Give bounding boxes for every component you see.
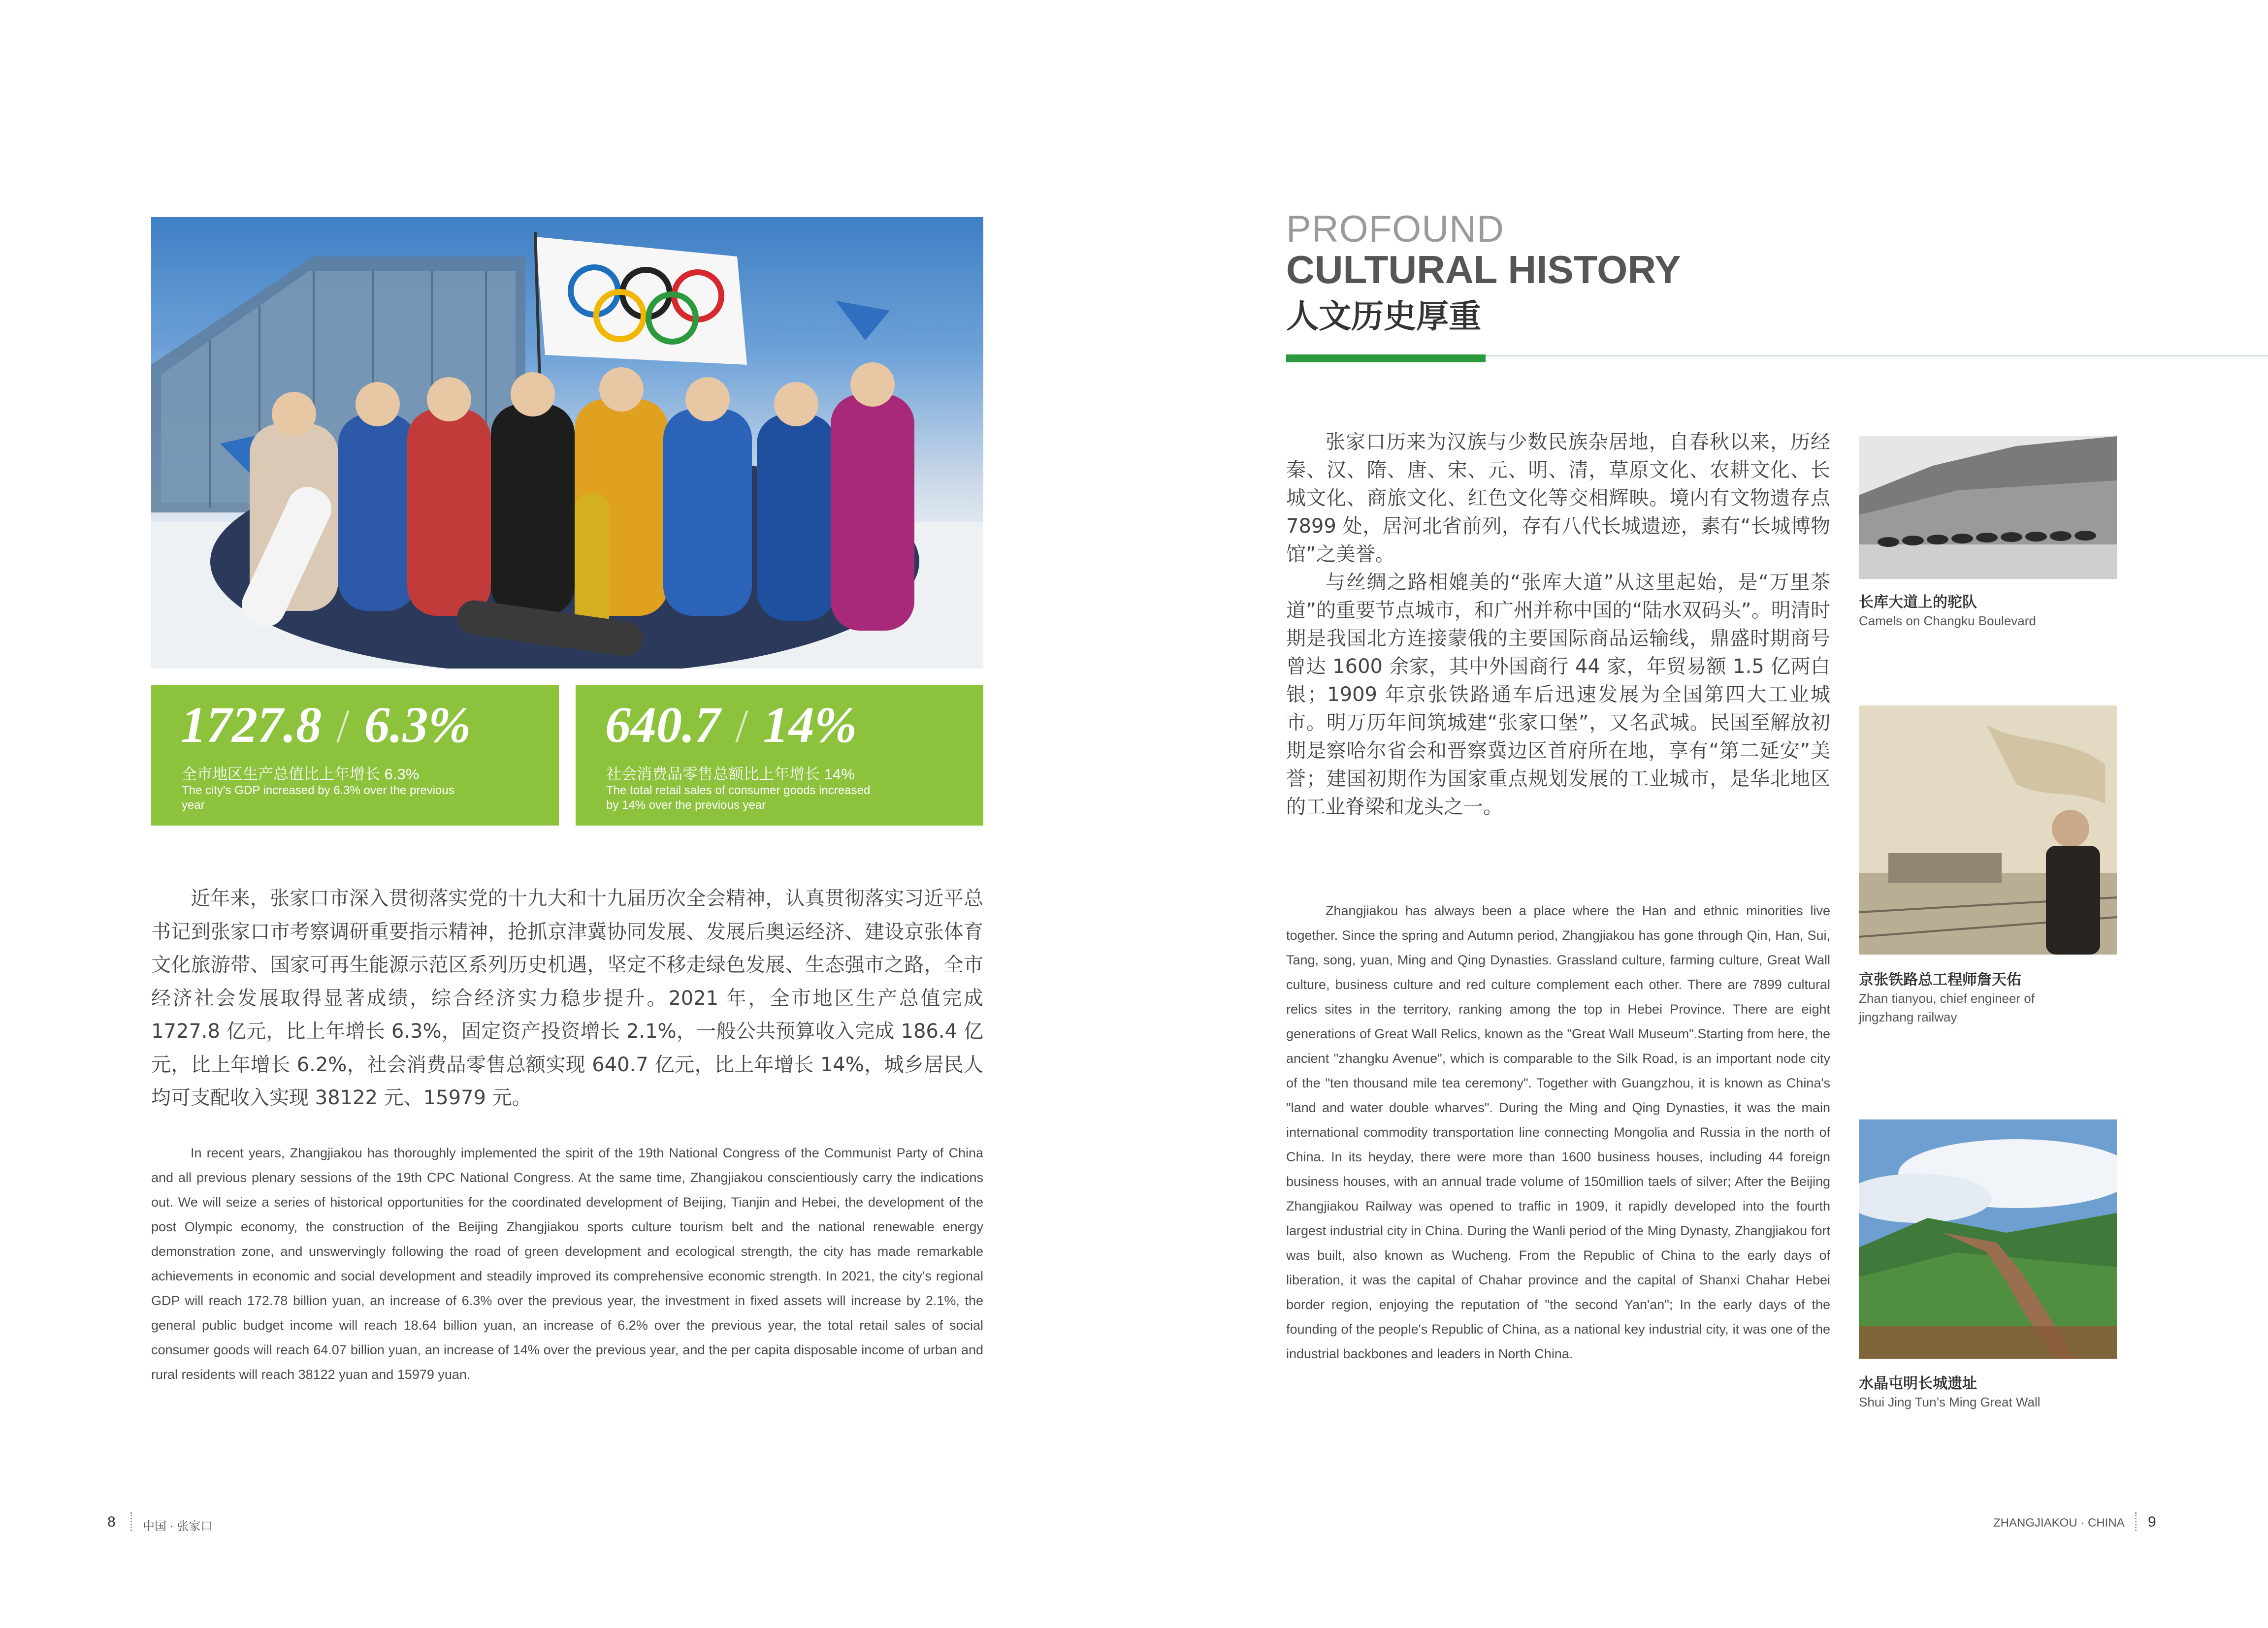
gdp-label-en: The city's GDP increased by 6.3% over the previous year xyxy=(182,784,454,812)
footer-left: 中国 · 张家口 xyxy=(143,1520,213,1533)
gdp-stat-figures xyxy=(181,697,471,753)
history-paragraph-cn-2: 与丝绸之路相媲美的“张库大道”从这里起始，是“万里茶道”的重要节点城市，和广州并称中国的“陆水双码头”。明清时期是我国北方连接蒙俄的主要国际商品运输线，鼎盛时期商号曾达 1600 余家，其中外国商行 44 家，年贸易额 1.5 亿两白银；1909 年京张铁路通车后迅速发展为全国第四大工业城市。明万历年间筑城建“张家口堡”，又名武城。民国至解放初期是察哈尔省会和晋察冀边区首府所在地，享有“第二延安”美誉；建国初期作为国家重点规划发展的工业城市，是华北地区的工业脊梁和龙头之一。 xyxy=(1286,571,1830,818)
caption-wall-en: Shui Jing Tun’s Ming Great Wall xyxy=(1859,1395,2041,1409)
gdp-value: 1727.8 xyxy=(181,697,322,753)
gdp-label-cn: 全市地区生产总值比上年增长 6.3% xyxy=(182,766,420,783)
page-number-right: 9 xyxy=(2148,1514,2156,1530)
history-body-en xyxy=(1286,898,1830,1366)
great-wall-photo xyxy=(1859,1119,2117,1359)
economy-body-en xyxy=(151,1141,983,1387)
retail-stat-box xyxy=(576,685,983,826)
retail-label-cn: 社会消费品零售总额比上年增长 14% xyxy=(606,766,855,783)
retail-value: 640.7 xyxy=(605,697,720,753)
history-paragraph-cn-1: 张家口历来为汉族与少数民族杂居地，自春秋以来，历经秦、汉、隋、唐、宋、元、明、清，草原文化、农耕文化、长城文化、商旅文化、红色文化等交相辉映。境内有文物遗存点 7899 处，居河北省前列，存有八代长城遗迹，素有“长城博物馆”之美誉。 xyxy=(1286,431,1830,566)
footer-divider-left xyxy=(130,1512,132,1531)
economy-paragraph-cn: 近年来，张家口市深入贯彻落实党的十九大和十九届历次全会精神，认真贯彻落实习近平总书记到张家口市考察调研重要指示精神，抢抓京津冀协同发展、发展后奥运经济、建设京张体育文化旅游带、国家可再生能源示范区系列历史机遇，坚定不移走绿色发展、生态强市之路，全市经济社会发展取得显著成绩，综合经济实力稳步提升。2021 年，全市地区生产总值完成 1727.8 亿元，比上年增长 6.3%，固定资产投资增长 2.1%，一般公共预算收入完成 186.4 亿元，比上年增长 6.2%，社会消费品零售总额实现 640.7 亿元，比上年增长 14%，城乡居民人均可支配收入实现 38122 元、15979 元。 xyxy=(151,887,983,1109)
footer-divider-right xyxy=(2135,1512,2137,1531)
history-body-cn xyxy=(1286,428,1830,821)
caption-wall-cn: 水晶屯明长城遗址 xyxy=(1859,1375,1977,1392)
stat-divider: / xyxy=(735,700,748,752)
retail-growth: 14% xyxy=(763,697,857,753)
stat-divider: / xyxy=(336,700,350,752)
caption-zhan-en: Zhan tianyou, chief engineer of jingzhang railway xyxy=(1859,991,2035,1024)
section-title-line1: PROFOUND xyxy=(1286,208,1504,250)
zhan-tianyou-photo xyxy=(1859,705,2117,955)
retail-label-en: The total retail sales of consumer goods increased by 14% over the previous year xyxy=(606,784,871,812)
gdp-growth: 6.3% xyxy=(364,697,471,753)
caption-camels-cn: 长库大道上的驼队 xyxy=(1859,594,1977,611)
section-title-line2: CULTURAL HISTORY xyxy=(1286,248,1681,291)
history-paragraph-en: Zhangjiakou has always been a place where the Han and ethnic minorities live together. Since the spring and Autumn period, Zhangjiakou has gone through Qin, Han, Sui, Tang, song, yuan, Ming and Qing Dynasties. Grassland culture, farming culture, Great Wall culture, business culture and red culture complement each other. There are 7899 cultural relics sites in the territory, ranking among the top in Hebei Province. There are eight generations of Great Wall Relics, known as the "Great Wall Museum".Starting from here, the ancient "zhangku Avenue", which is comparable to the Silk Road, is an important node city of the "ten thousand mile tea ceremony". Together with Guangzhou, it is known as China's "land and water double wharves". During the Ming and Qing Dynasties, it was the main international commodity transportation line connecting Mongolia and Russia in the north of China. In its heyday, there were more than 1600 business houses, including 44 foreign business houses, with an annual trade volume of 150million taels of silver; After the Beijing Zhangjiakou Railway was opened to traffic in 1909, it rapidly developed into the fourth largest industrial city in China. During the Wanli period of the Ming Dynasty, Zhangjiakou fort was built, also known as Wucheng. From the Republic of China to the early days of liberation, it was the capital of Chahar province and the capital of Shanxi Chahar Hebei border region, enjoying the reputation of "the second Yan'an"; In the early days of the founding of the people's Republic of China, as a national key industrial city, it was one of the industrial backbones and leaders in North China. xyxy=(1286,903,1830,1361)
page-number-left: 8 xyxy=(107,1514,116,1530)
gdp-stat-box xyxy=(151,685,559,826)
economy-body-cn xyxy=(151,882,983,1115)
title-rule xyxy=(1486,355,2268,356)
economy-paragraph-en: In recent years, Zhangjiakou has thoroughly implemented the spirit of the 19th National Congress of the Communist Party of China and all previous plenary sessions of the 19th CPC National Congress. At the same time, Zhangjiakou conscientiously carry the indications out. We will seize a series of historical opportunities for the coordinated development of Beijing, Tianjin and Hebei, the development of the post Olympic economy, the construction of the Beijing Zhangjiakou sports culture tourism belt and the national renewable energy demonstration zone, and unswervingly following the road of green development and ecological strength, the city has made remarkable achievements in economic and social development and steadily improved its comprehensive economic strength. In 2021, the city's regional GDP will reach 172.78 billion yuan, an increase of 6.3% over the previous year, the investment in fixed assets will increase by 2.1%, the general public budget income will reach 18.64 billion yuan, an increase of 6.2% over the previous year, the total retail sales of social consumer goods will reach 64.07 billion yuan, an increase of 14% over the previous year, and the per capita disposable income of urban and rural residents will reach 38122 yuan and 15979 yuan. xyxy=(151,1146,983,1382)
olympic-celebration-photo xyxy=(151,217,983,669)
caption-zhan-cn: 京张铁路总工程师詹天佑 xyxy=(1859,971,2021,989)
retail-stat-figures xyxy=(605,697,857,753)
caption-camels-en: Camels on Changku Boulevard xyxy=(1859,613,2036,628)
camels-photo xyxy=(1859,436,2117,579)
section-title-cn: 人文历史厚重 xyxy=(1286,297,1481,335)
title-accent-bar xyxy=(1286,354,1486,362)
footer-right: ZHANGJIAKOU · CHINA xyxy=(1993,1516,2125,1530)
